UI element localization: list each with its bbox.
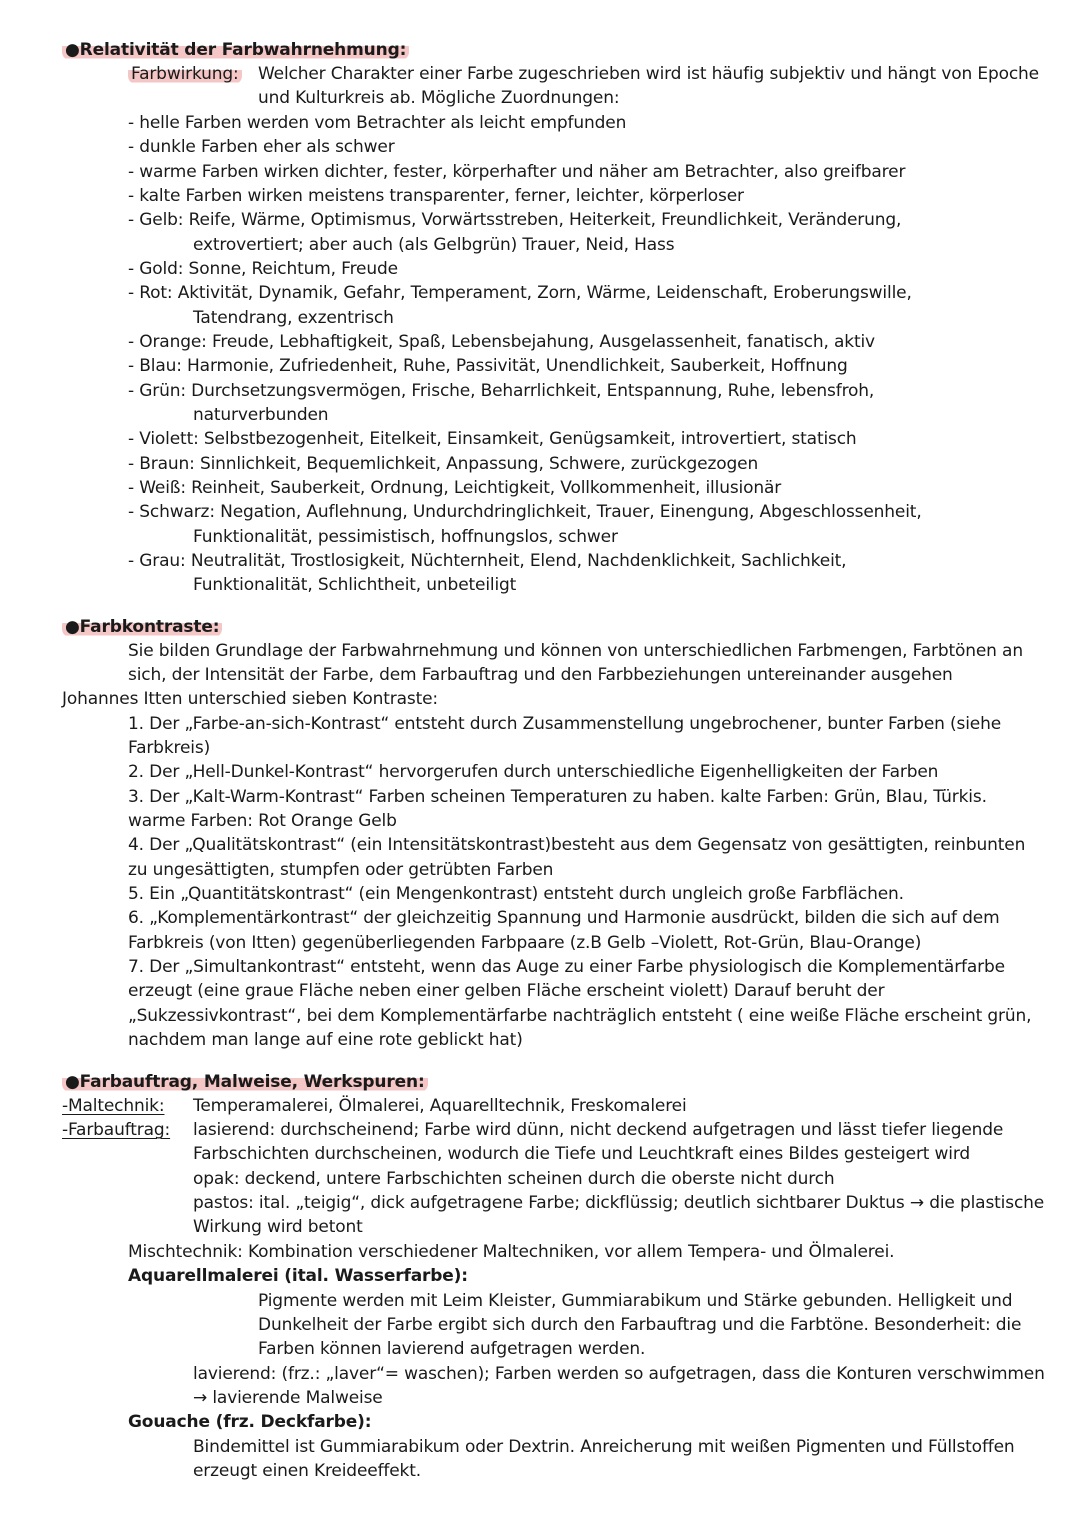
list-item: - Weiß: Reinheit, Sauberkeit, Ordnung, Leichtigkeit, Vollkommenheit, illusionär <box>128 478 782 498</box>
list-item: - helle Farben werden vom Betrachter als leicht empfunden <box>128 113 627 133</box>
contrast-item-continuation: zu ungesättigten, stumpfen oder getrübten Farben <box>128 860 554 880</box>
contrast-item-continuation: „Sukzessivkontrast“, bei dem Komplementärfarbe nachträglich entsteht ( eine weiße Fläche erscheint grün, <box>128 1006 1032 1026</box>
list-item-continuation: naturverbunden <box>193 405 329 425</box>
contrast-item-continuation: Farbkreis) <box>128 738 211 758</box>
list-item-continuation: extrovertiert; aber auch (als Gelbgrün) Trauer, Neid, Hass <box>193 235 675 255</box>
list-item-continuation: Tatendrang, exzentrisch <box>193 308 394 328</box>
list-item: - kalte Farben wirken meistens transparenter, ferner, leichter, körperloser <box>128 186 744 206</box>
section-heading: ●Farbkontraste: <box>62 617 222 637</box>
paragraph-line: Temperamalerei, Ölmalerei, Aquarelltechnik, Freskomalerei <box>193 1096 687 1116</box>
list-item: - dunkle Farben eher als schwer <box>128 137 395 157</box>
paragraph-line: sich, der Intensität der Farbe, dem Farbauftrag und den Farbbeziehungen untereinander ausgehen <box>128 665 953 685</box>
paragraph-line: Dunkelheit der Farbe ergibt sich durch den Farbauftrag und die Farbtöne. Besonderheit: die <box>258 1315 1022 1335</box>
paragraph-line: lavierend: (frz.: „laver“= waschen); Farben werden so aufgetragen, dass die Konturen verschwimmen <box>193 1364 1045 1384</box>
contrast-item: 6. „Komplementärkontrast“ der gleichzeitig Spannung und Harmonie ausdrückt, bilden die sich auf dem <box>128 908 1000 928</box>
list-item: - Grau: Neutralität, Trostlosigkeit, Nüchternheit, Elend, Nachdenklichkeit, Sachlichkeit, <box>128 551 847 571</box>
contrast-item-continuation: nachdem man lange auf eine rote geblickt hat) <box>128 1030 523 1050</box>
label-farbauftrag: -Farbauftrag: <box>62 1120 171 1140</box>
contrast-item: 2. Der „Hell-Dunkel-Kontrast“ hervorgerufen durch unterschiedliche Eigenhelligkeiten der Farben <box>128 762 939 782</box>
contrast-item: 5. Ein „Quantitätskontrast“ (ein Mengenkontrast) entsteht durch ungleich große Farbflächen. <box>128 884 904 904</box>
paragraph-line: Farbschichten durchscheinen, wodurch die Tiefe und Leuchtkraft eines Bildes gesteigert wird <box>193 1144 971 1164</box>
paragraph-line: Sie bilden Grundlage der Farbwahrnehmung und können von unterschiedlichen Farbmengen, Farbtönen an <box>128 641 1023 661</box>
section-heading: ●Relativität der Farbwahrnehmung: <box>62 40 409 60</box>
list-item: - Grün: Durchsetzungsvermögen, Frische, Beharrlichkeit, Entspannung, Ruhe, lebensfroh, <box>128 381 875 401</box>
list-item: - Orange: Freude, Lebhaftigkeit, Spaß, Lebensbejahung, Ausgelassenheit, fanatisch, aktiv <box>128 332 875 352</box>
label-farbwirkung: Farbwirkung: <box>128 64 242 84</box>
intro-line: Welcher Charakter einer Farbe zugeschrieben wird ist häufig subjektiv und hängt von Epoche <box>258 64 1039 84</box>
contrast-item: 3. Der „Kalt-Warm-Kontrast“ Farben scheinen Temperaturen zu haben. kalte Farben: Grün, Blau, Türkis. <box>128 787 987 807</box>
contrast-item-continuation: Farbkreis (von Itten) gegenüberliegenden Farbpaare (z.B Gelb –Violett, Rot-Grün, Blau-Orange) <box>128 933 922 953</box>
paragraph-line: Johannes Itten unterschied sieben Kontraste: <box>62 689 438 709</box>
list-item: - Gelb: Reife, Wärme, Optimismus, Vorwärtsstreben, Heiterkeit, Freundlichkeit, Veränderung, <box>128 210 902 230</box>
paragraph-line: pastos: ital. „teigig“, dick aufgetragene Farbe; dickflüssig; deutlich sichtbarer Duktus → die plastische <box>193 1193 1045 1213</box>
subheading: Aquarellmalerei (ital. Wasserfarbe): <box>128 1266 468 1286</box>
paragraph-line: opak: deckend, untere Farbschichten scheinen durch die oberste nicht durch <box>193 1169 835 1189</box>
list-item-continuation: Funktionalität, pessimistisch, hoffnungslos, schwer <box>193 527 618 547</box>
paragraph-line: erzeugt einen Kreideeffekt. <box>193 1461 422 1481</box>
contrast-item-continuation: erzeugt (eine graue Fläche neben einer gelben Fläche erscheint violett) Darauf beruht der <box>128 981 885 1001</box>
paragraph-line: Wirkung wird betont <box>193 1217 363 1237</box>
intro-line: und Kulturkreis ab. Mögliche Zuordnungen: <box>258 88 620 108</box>
list-item: - Schwarz: Negation, Auflehnung, Undurchdringlichkeit, Trauer, Einengung, Abgeschlossenheit, <box>128 502 922 522</box>
paragraph-line: Mischtechnik: Kombination verschiedener Maltechniken, vor allem Tempera- und Ölmalerei. <box>128 1242 895 1262</box>
paragraph-line: Pigmente werden mit Leim Kleister, Gummiarabikum und Stärke gebunden. Helligkeit und <box>258 1291 1013 1311</box>
list-item: - Rot: Aktivität, Dynamik, Gefahr, Temperament, Zorn, Wärme, Leidenschaft, Eroberungswille, <box>128 283 912 303</box>
contrast-item: 1. Der „Farbe-an-sich-Kontrast“ entsteht durch Zusammenstellung ungebrochener, bunter Farben (siehe <box>128 714 1002 734</box>
list-item-continuation: Funktionalität, Schlichtheit, unbeteiligt <box>193 575 517 595</box>
contrast-item: 7. Der „Simultankontrast“ entsteht, wenn das Auge zu einer Farbe physiologisch die Komplementärfarbe <box>128 957 1005 977</box>
paragraph-line: Farben können lavierend aufgetragen werden. <box>258 1339 646 1359</box>
list-item: - Blau: Harmonie, Zufriedenheit, Ruhe, Passivität, Unendlichkeit, Sauberkeit, Hoffnung <box>128 356 848 376</box>
paragraph-line: lasierend: durchscheinend; Farbe wird dünn, nicht deckend aufgetragen und lässt tiefer liegende <box>193 1120 1004 1140</box>
subheading: Gouache (frz. Deckfarbe): <box>128 1412 372 1432</box>
list-item: - Violett: Selbstbezogenheit, Eitelkeit, Einsamkeit, Genügsamkeit, introvertiert, statisch <box>128 429 857 449</box>
list-item: - Braun: Sinnlichkeit, Bequemlichkeit, Anpassung, Schwere, zurückgezogen <box>128 454 759 474</box>
list-item: - warme Farben wirken dichter, fester, körperhafter und näher am Betrachter, also greifbarer <box>128 162 906 182</box>
paragraph-line: → lavierende Malweise <box>193 1388 383 1408</box>
contrast-item-continuation: warme Farben: Rot Orange Gelb <box>128 811 397 831</box>
list-item: - Gold: Sonne, Reichtum, Freude <box>128 259 398 279</box>
label-maltechnik: -Maltechnik: <box>62 1096 165 1116</box>
paragraph-line: Bindemittel ist Gummiarabikum oder Dextrin. Anreicherung mit weißen Pigmenten und Füllstoffen <box>193 1437 1015 1457</box>
section-heading: ●Farbauftrag, Malweise, Werkspuren: <box>62 1072 428 1092</box>
contrast-item: 4. Der „Qualitätskontrast“ (ein Intensitätskontrast)besteht aus dem Gegensatz von gesättigten, reinbunten <box>128 835 1026 855</box>
